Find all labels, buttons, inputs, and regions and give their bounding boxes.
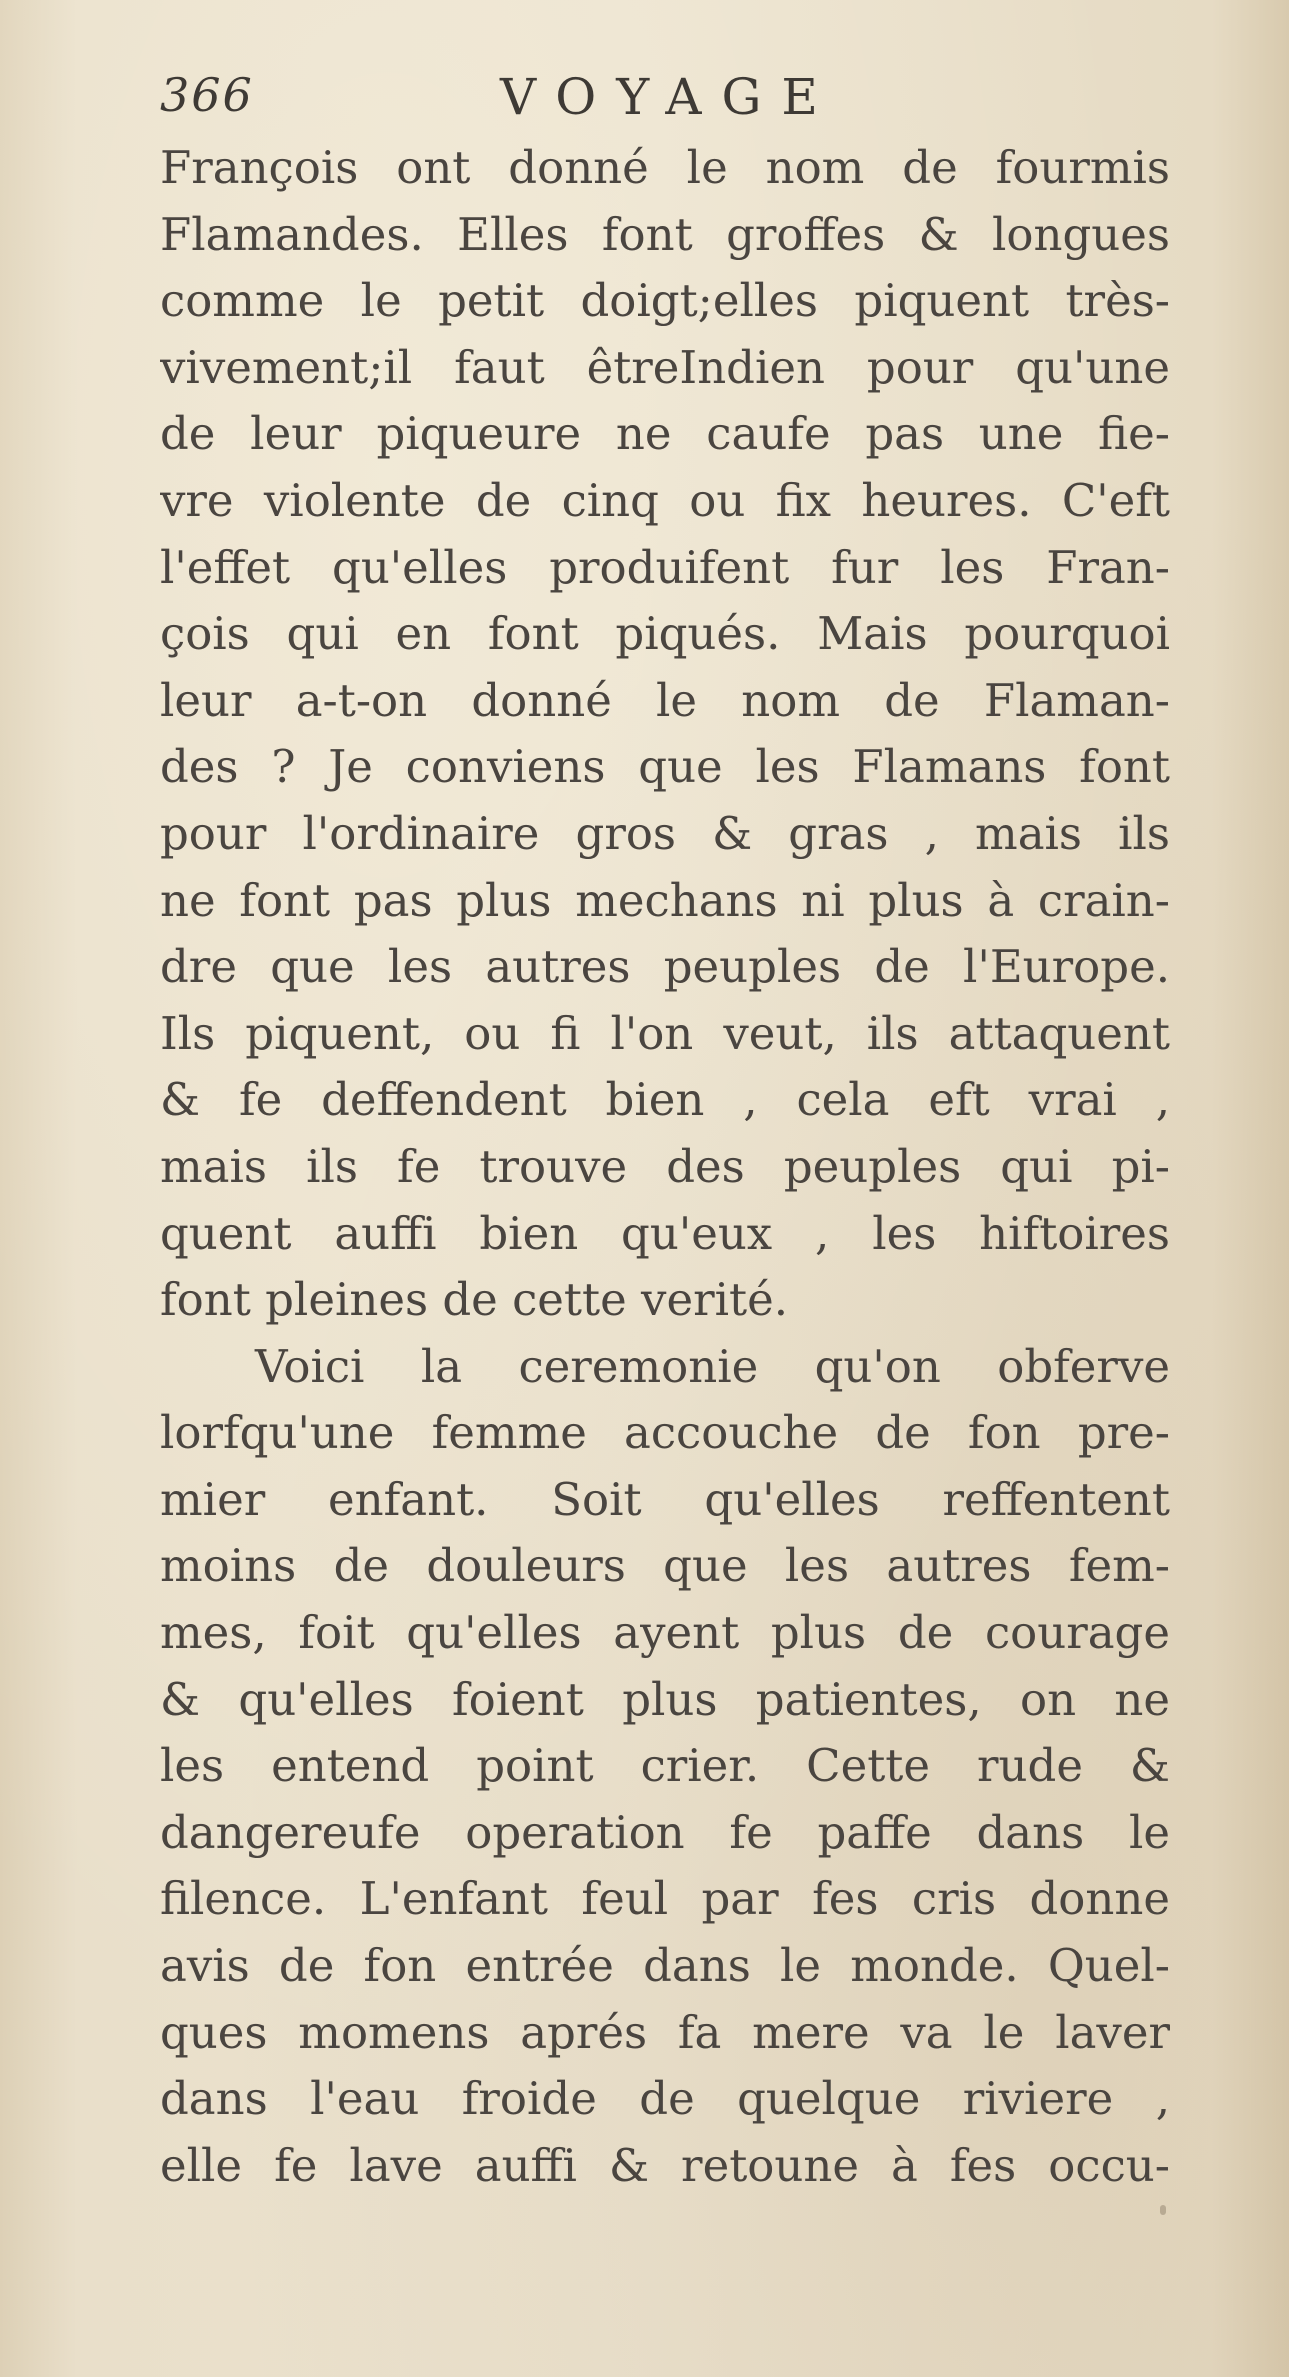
text-line: François ont donné le nom de fourmis — [160, 141, 1170, 194]
text-line: dre que les autres peuples de l'Europe. — [160, 940, 1170, 994]
text-line: çois qui en font piqués. Mais pourquoi — [160, 607, 1170, 661]
text-line: comme le petit doigt;elles piquent très- — [160, 274, 1170, 328]
text-line: dans l'eau froide de quelque riviere , — [160, 2072, 1170, 2126]
ink-speck — [1160, 2205, 1166, 2215]
text-line: Ils piquent, ou fi l'on veut, ils attaquent — [160, 1006, 1170, 1060]
text-line: les entend point crier. Cette rude & — [160, 1739, 1170, 1793]
text-line: l'effet qu'elles produifent fur les Fran- — [160, 540, 1170, 594]
text-line: des ? Je conviens que les Flamans font — [160, 740, 1170, 794]
text-line: dangereufe operation fe paffe dans le — [160, 1805, 1170, 1859]
page-header — [160, 68, 1160, 138]
text-line: mier enfant. Soit qu'elles reffentent — [160, 1472, 1170, 1526]
text-line: filence. L'enfant feul par fes cris donne — [160, 1872, 1170, 1926]
paragraph-start-line: Voici la ceremonie qu'on obferve — [255, 1339, 1170, 1393]
text-line: moins de douleurs que les autres fem- — [160, 1539, 1170, 1593]
text-line: Flamandes. Elles font groffes & longues — [160, 207, 1170, 261]
running-title: VOYAGE — [500, 68, 838, 126]
page-number: 366 — [160, 68, 254, 122]
text-line: quent auffi bien qu'eux , les hiftoires — [160, 1206, 1170, 1260]
text-line: ne font pas plus mechans ni plus à crain- — [160, 873, 1170, 927]
text-line: lorfqu'une femme accouche de fon pre- — [160, 1406, 1170, 1460]
text-line: vre violente de cinq ou fix heures. C'eft — [160, 473, 1170, 527]
text-line: mes, foit qu'elles ayent plus de courage — [160, 1606, 1170, 1660]
body-text — [160, 135, 1170, 2199]
text-line: leur a-t-on donné le nom de Flaman- — [160, 673, 1170, 727]
text-line: & fe deffendent bien , cela eft vrai , — [160, 1073, 1170, 1127]
paragraph-end-line: font pleines de cette verité. — [160, 1273, 789, 1327]
text-line: vivement;il faut êtreIndien pour qu'une — [160, 340, 1170, 394]
text-line: avis de fon entrée dans le monde. Quel- — [160, 1939, 1170, 1993]
text-line: ques momens aprés fa mere va le laver — [160, 2005, 1170, 2059]
text-line: pour l'ordinaire gros & gras , mais ils — [160, 806, 1170, 860]
text-line: de leur piqueure ne caufe pas une fie- — [160, 407, 1170, 461]
text-line: & qu'elles foient plus patientes, on ne — [160, 1672, 1170, 1726]
text-line: mais ils fe trouve des peuples qui pi- — [160, 1139, 1170, 1193]
text-line: elle fe lave auffi & retoune à fes occu- — [160, 2138, 1170, 2192]
